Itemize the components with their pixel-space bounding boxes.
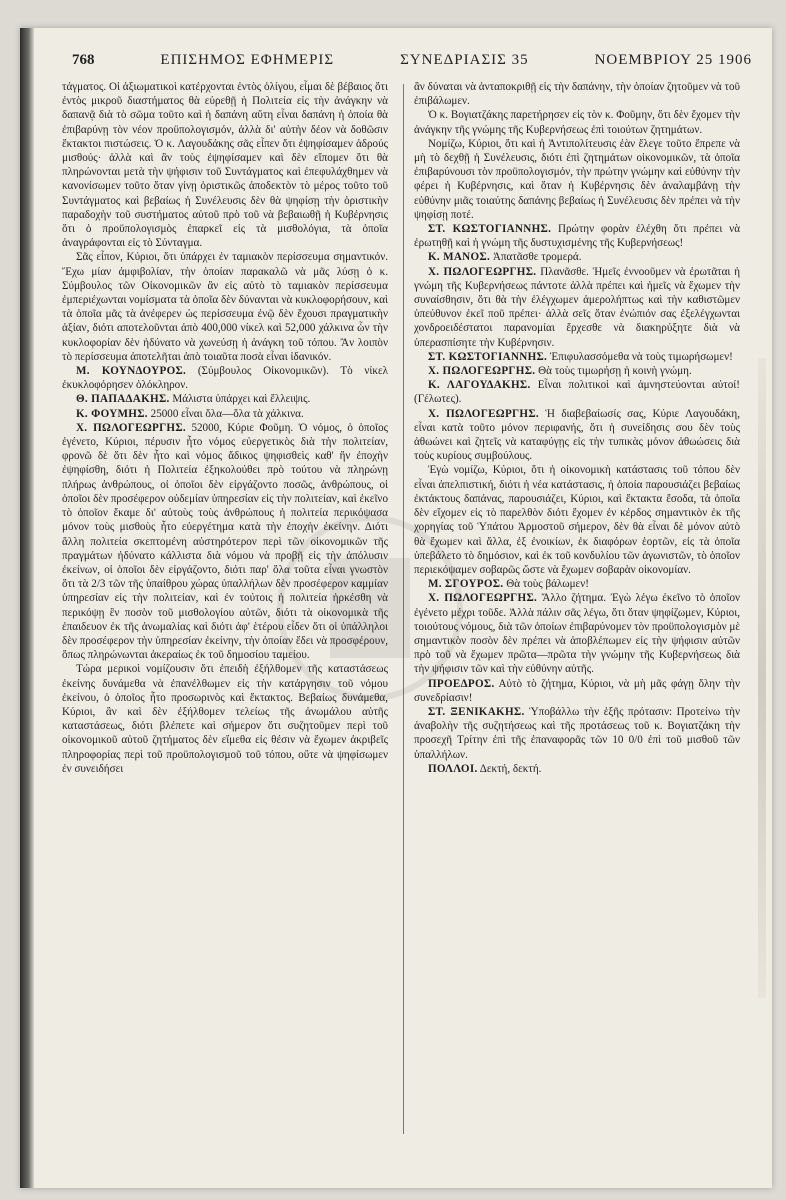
paragraph-text: τάγματος. Οἱ ἀξιωματικοὶ κατέρχονται ἐντὸς ὀλίγου, εἶμαι δὲ βέβαιος ὅτι ἐντὸς μικροῦ διαστήματος θὰ εὑρεθῇ ἡ Πολιτεία εἰς τὴν ἀνάγκην νὰ δαπανᾷ διὰ τὸ σῶμα τοῦτο καὶ ἡ δαπάνη αὕτη εἶναι δαπάνη ἡ ὁποία θὰ ἐπιβαρύνῃ τὸν νέον προϋπολογισμόν, ἀλλὰ δι' αὐτὴν δέον νὰ δοθῶσιν ἔκτακτοι πιστώσεις. Ὁ κ. Λαγουδάκης σᾶς εἶπεν ὅτι ἐψηφίσαμεν ἀδρούς μισθούς· ἀλλὰ καὶ ἂν τοὺς ἐψηφίσαμεν καὶ δὲν εἴπομεν ὅτι θὰ πληρώνονται μετὰ τὴν ψήφισιν τοῦ Συντάγματος καὶ ἐπεφυλάχθημεν νὰ κανονίσωμεν τοῦτο ὅταν γίνῃ ὁριστικῶς ἀποδεκτὸν τὸ μέρος τοῦτο τοῦ Συντάγματος καὶ βεβαίως ἡ Συνέλευσις δὲν θὰ ψηφίσῃ τὴν ὁριστικὴν παραδοχὴν τοῦ συστήματος αὐτοῦ πρὸ τοῦ νὰ βεβαιωθῇ ἡ Κυβέρνησις ὅτι ὁ προϋπολογισμὸς ἐπαρκεῖ εἰς τὰ μισθολόγια, τὰ ὁποῖα ἀναγράφονται εἰς τὸ Σύνταγμα. <box>62 81 388 250</box>
speaker-name: Χ. ΠΩΛΟΓΕΩΡΓΗΣ. <box>428 365 536 378</box>
paragraph <box>414 378 740 406</box>
speaker-name: Χ. ΠΩΛΟΓΕΩΡΓΗΣ. <box>428 265 537 278</box>
paragraph-text: Θὰ τοὺς τιμωρήσῃ ἡ κοινὴ γνώμη. <box>538 365 692 378</box>
paragraph-text: Τώρα μερικοὶ νομίζουσιν ὅτι ἐπειδὴ ἐξήλθομεν τῆς καταστάσεως ἐκείνης δυνάμεθα νὰ ἐπανέλθωμεν εἰς τὴν κατάργησιν τοῦ νόμου ἐκείνου, ὁ ὁποῖος ἦτο προσωρινὸς καὶ ἔκτακτος. Βεβαίως δυνάμεθα, Κύριοι, ἂν καὶ δὲν ἐξήλθομεν τελείως τῆς ἀνωμάλου αὐτῆς καταστάσεως, διότι βλέπετε καὶ σήμερον ὅτι συζητοῦμεν περὶ τοῦ οἰκονομικοῦ αὐτοῦ ζητήματος δὲν εἴμεθα εἰς θέσιν νὰ ἔχωμεν ἀκριβεῖς πληροφορίας περὶ τοῦ προϋπολογισμοῦ τοῦ τόπου, οὔτε νὰ ψηφίσωμεν ἐν συνειδήσει <box>62 663 388 775</box>
session-date: ΝΟΕΜΒΡΙΟΥ 25 1906 <box>594 52 752 68</box>
paragraph-text: 25000 εἶναι ὅλα—ὅλα τὰ χάλκινα. <box>150 407 304 420</box>
speaker-name: Μ. ΣΓΟΥΡΟΣ. <box>428 578 504 591</box>
binding-spine <box>20 28 34 1188</box>
paragraph <box>414 108 740 136</box>
paragraph-text: Νομίζω, Κύριοι, ὅτι καὶ ἡ Ἀντιπολίτευσις ἐὰν ἔλεγε τοῦτο ἔπρεπε νὰ μὴ τὸ δεχθῇ ἡ Συνέλευσις, διότι ἐπὶ ζητημάτων οἰκονομικῶν, τὰ ὁποῖα ἐπιβαρύνουσι τὸν προϋπολογισμόν, τὴν πρώτην γνώμην καὶ εὐθύνην τὴν φέρει ἡ Κυβέρνησις, καὶ ὅταν ἡ Κυβέρνησις δὲν ἀναλαμβάνῃ τὴν εὐθύνην μιᾶς τοιαύτης δαπάνης βεβαίως ἡ Συνέλευσις δὲν πρέπει νὰ τὴν ψηφίσῃ ποτέ. <box>414 137 740 221</box>
session-title: ΣΥΝΕΔΡΙΑΣΙΣ 35 <box>400 52 529 68</box>
paragraph <box>414 250 740 264</box>
right-column <box>414 80 740 1160</box>
paragraph-text: Σᾶς εἶπον, Κύριοι, ὅτι ὑπάρχει ἐν ταμιακὸν περίσσευμα σημαντικόν. Ἔχω μίαν ἀμφιβολίαν, τὴν ὁποίαν παρακαλῶ νὰ μᾶς λύσῃ ὁ κ. Σύμβουλος τῶν Οἰκονομικῶν ἂν εἰς αὐτὸ τὸ ταμιακὸν περίσσευμα ἐμπεριέχωνται νομίσματα τὰ ὁποῖα δὲν δύνανται νὰ κυκλοφορήσουν, καὶ τὰ ὁποῖα μᾶς τὰ ἀνέφερεν ὡς περίσσευμα ἐνῷ δὲν ἔχουσι πραγματικὴν ἀξίαν, διότι αποτελοῦνται ἀπὸ 400,000 νίκελ καὶ 52,000 χάλκινα ὧν τὴν κυκλοφορίαν δὲν ἠδύνατο νὰ χωνεύσῃ ἡ ἀνάγκη τοῦ τόπου. Ἂν λοιπὸν τὸ περίσσευμα ἀποτελῆται ἀπὸ τοιαῦτα ποσὰ εἶναι ἰδανικόν. <box>62 251 388 363</box>
paragraph <box>62 364 388 392</box>
paragraph-text: Πλανᾶσθε. Ἡμεῖς ἐννοοῦμεν νὰ ἐρωτᾶται ἡ γνώμη τῆς Κυβερνήσεως πάντοτε ἀλλὰ πρέπει καὶ ἡμεῖς νὰ ἔχωμεν τὴν συναίσθησιν, ὅτι θὰ τὴν ἐλέγχωμεν ἀμερολήπτως καὶ τὴν καθιστῶμεν ὑπεύθυνον ἐκεῖ ποῦ πρέπει· ἀλλὰ σεῖς ὅταν ἐνώπιόν σας ἐξελέγχωνται χονδροειδέστατοι παρανομίαι ἔρχεσθε νὰ διακηρύξητε διὰ νὰ ὑπερασπίσητε τὴν Κυβέρνησιν. <box>414 265 740 349</box>
speaker-name: ΣΤ. ΚΩΣΤΟΓΙΑΝΝΗΣ. <box>428 223 552 236</box>
gazette-title: ΕΠΙΣΗΜΟΣ ΕΦΗΜΕΡΙΣ <box>160 52 335 68</box>
paragraph-text: ἂν δύναται νὰ ἀνταποκριθῇ εἰς τὴν δαπάνην, τὴν ὁποίαν ζητοῦμεν νὰ τοῦ ἐπιβάλωμεν. <box>414 81 740 108</box>
paragraph <box>414 265 740 350</box>
speaker-name: ΣΤ. ΞΕΝΙΚΑΚΗΣ. <box>428 705 525 718</box>
paragraph <box>414 350 740 364</box>
speaker-name: Χ. ΠΩΛΟΓΕΩΡΓΗΣ. <box>428 592 538 605</box>
column-divider <box>403 84 404 1134</box>
speaker-name: Κ. ΛΑΓΟΥΔΑΚΗΣ. <box>428 379 531 392</box>
speaker-name: Κ. ΦΟΥΜΗΣ. <box>76 407 148 420</box>
paragraph <box>62 80 388 250</box>
paragraph-text: Ἄλλο ζήτημα. Ἐγὼ λέγω ἐκεῖνο τὸ ὁποῖον ἐγένετο μέχρι τοῦδε. Ἀλλὰ πάλιν σᾶς λέγω, ὅτι ὅταν ψηφίζωμεν, Κύριοι, τοιούτους νόμους, διὰ τῶν ὁποίων ἐπιβαρύνομεν τὸν προϋπολογισμὸν μὲ σημαντικὸν ποσὸν δὲν πρέπει νὰ ἀποβλέπωμεν εἰς τὴν ψήφισιν αὐτῶν πρὸ τοῦ νὰ ἔχωμεν πρῶτα—πρῶτα τὴν γνώμην τῆς Κυβερνήσεως διὰ τὴν ψήφισιν τῶν καὶ τὴν εὐθύνην αὐτῆς. <box>414 592 740 676</box>
speaker-name: ΣΤ. ΚΩΣΤΟΓΙΑΝΝΗΣ. <box>428 350 548 363</box>
speaker-name: Χ. ΠΩΛΟΓΕΩΡΓΗΣ. <box>428 407 539 420</box>
paragraph <box>414 705 740 762</box>
paragraph-text: 52000, Κύριε Φοῦμη. Ὁ νόμος, ὁ ὁποῖος ἐγένετο, Κύριοι, πέρυσιν ἦτο νόμος εὐεργετικὸς διὰ τὴν πολιτείαν, φρονῶ δὲ ὅτι δὲν ἦτο καὶ νόμος ἄδικος ψηφισθεὶς καθ' ἣν ἐποχὴν ἐψηφίσθη, διότι ἡ Πολιτεία ἐξηκολούθει πρὸ τούτου νὰ πληρώνῃ πλήρως ἀνθρώπους, οἱ ὁποῖοι δὲν εἰργάζοντο ποσῶς, ἀνθρώπους, οἱ ὁποῖοι δὲν προσέφερον οὐδεμίαν ὑπηρεσίαν εἰς τὴν πολιτείαν, καὶ ἐκεῖνο τὸ ὁποῖον ἔκαμε δι' αὐτοὺς τοὺς ἀνθρώπους ἡ πολιτεία περικόψασα μόνον τοὺς μισθοὺς ἦτο εὐεργέτημα κατὰ τὴν ἐποχὴν ἐκείνην. Διότι ἄλλη πολιτεία σκεπτομένη αὐστηρότερον περὶ τῶν οἰκονομικῶν τῆς πραγμάτων ἠδύνατο κάλλιστα διὰ νόμου νὰ προβῇ εἰς τὴν ἀπόλυσιν ἐκείνων, οἱ ὁποῖοι δὲν εἰργάζοντο, διότι παρ' ὅλα τοῦτα εἶναι γνωστὸν ὅτι τὰ 2/3 τῶν τῆς ὑπαίθρου χώρας ὑπαλλήλων δὲν προσέφερον καμμίαν ὑπηρεσίαν εἰς τὴν πολιτείαν, καὶ ἐν τούτοις ἡ πολιτεία ἠρκέσθη νὰ περικόψῃ ἓν ποσὸν τοῦ μισθολογίου αὐτῶν, διότι τὰ οἰκονομικὰ τῆς ἐπαιδευον ἐκ τῆς ἀνωμαλίας καὶ διότι ἀφ' ἑτέρου εἶδεν ὅτι οἱ ὑπάλληλοι δὲν προσέφερον τὴν ὑπηρεσίαν ἐκείνην, τὴν ὁποίαν ἔδει νὰ προσφέρουν, ὅπως πληρώνωνται ἀκεραίως ἐκ τοῦ δημοσίου ταμείου. <box>62 421 388 662</box>
paragraph <box>414 591 740 676</box>
paragraph <box>414 80 740 108</box>
paragraph <box>62 407 388 421</box>
paragraph-text: Ἐπιφυλασσόμεθα νὰ τοὺς τιμωρήσωμεν! <box>549 350 733 363</box>
paragraph-text: Ἡ διαβεβαίωσίς σας, Κύριε Λαγουδάκη, εἶναι κατὰ τοῦτο μόνον περιφανής, ὅτι ἡ συνείδησις σου δὲν τοὺς ἀθωώνει καὶ ζητεῖς νὰ καταφύγῃς εἰς τὴν τυπικὰς μόνον ἀθωώσεις διὰ τοὺς κυρίους συμβούλους. <box>414 407 740 463</box>
paragraph <box>414 677 740 705</box>
paragraph <box>62 250 388 364</box>
paragraph <box>414 463 740 577</box>
paragraph-text: Ἀπατᾶσθε τρομερά. <box>492 251 582 264</box>
paragraph <box>62 392 388 406</box>
paragraph-text: Μάλιστα ὑπάρχει καὶ ἔλλειψις. <box>172 393 311 406</box>
paragraph <box>414 407 740 464</box>
page-header <box>72 52 752 80</box>
paragraph <box>414 137 740 222</box>
paragraph <box>414 762 740 776</box>
page-number: 768 <box>72 52 95 68</box>
paragraph-text: Αὐτὸ τὸ ζήτημα, Κύριοι, νὰ μὴ μᾶς φάγῃ ὅλην τὴν συνεδρίασιν! <box>414 677 740 704</box>
paragraph-text: Πρώτην φορὰν ἐλέχθη ὅτι πρέπει νὰ ἐρωτηθῇ καὶ ἡ γνώμη τῆς δυστυχισμένης τῆς Κυβερνήσεως! <box>414 223 740 250</box>
speaker-name: ΠΡΟΕΔΡΟΣ. <box>428 677 495 690</box>
paragraph-text: Ὁ κ. Βογιατζάκης παρετήρησεν εἰς τὸν κ. Φοῦμην, ὅτι δὲν ἔχομεν τὴν ἀνάγκην τῆς γνώμης τῆς Κυβερνήσεως ἐπὶ τοιούτων ζητημάτων. <box>414 109 740 136</box>
speaker-name: Θ. ΠΑΠΑΔΑΚΗΣ. <box>76 393 170 406</box>
speaker-name: ΠΟΛΛΟΙ. <box>428 762 478 775</box>
paragraph-text: Ἐγὼ νομίζω, Κύριοι, ὅτι ἡ οἰκονομικὴ κατάστασις τοῦ τόπου δὲν εἶναι ἀπελπιστική, διότι ἡ νέα κατάστασις, ἡ ὁποία παρουσιάζει βεβαίως ἐκτάκτους δαπάνας, παρουσιάζει, Κύριοι, καὶ ἔκτακτα ἔσοδα, τὰ ὁποῖα δὲν εἴχομεν εἰς τὸ παρελθὸν διότι ἔχομεν ἐν κέρδος σημαντικὸν ἐκ τῆς χορηγίας τοῦ Ὑπάτου Ἁρμοστοῦ σήμερον, δὲν θὰ εἶναι δὲ μόνον αὐτὸ θὰ ἔχωμεν καὶ ἄλλα, ἐξ ἐνοικίων, ἐκ διαφόρων ἑορτῶν, εἰς τὰ ὁποῖα ὑπεβάλετο τὸ δημόσιον, καὶ ἐκ τοῦ κονδυλίου τῶν ἀγωνιστῶν, τὸ ὁποῖον περιεκόψαμεν σοβαρῶς ὥστε νὰ ἔχωμεν σοβαρὰν οἰκονομίαν. <box>414 464 740 576</box>
paragraph-text: Δεκτή, δεκτή. <box>479 762 542 775</box>
paragraph-text: Ὑποβάλλω τὴν ἑξῆς πρότασιν: Προτείνω τὴν ἀναβολὴν τῆς συζητήσεως καὶ τῆς προτάσεως τοῦ κ. Βογιατζάκη τὴν προσεχῆ Τρίτην ἐπὶ τῆς ἐπαναφορᾶς τῶν 10 0/0 ἐπὶ τοῦ μισθοῦ τῶν ὑπαλλήλων. <box>414 705 740 761</box>
speaker-name: Κ. ΜΑΝΟΣ. <box>428 251 491 264</box>
page-edge-stain <box>758 358 766 998</box>
paragraph-text: (Σύμβουλος Οἰκονομικῶν). Τὸ νίκελ ἐκυκλοφόρησεν ὁλόκληρον. <box>62 365 388 392</box>
paragraph <box>62 662 388 776</box>
paragraph-text: Εἶναι πολιτικοὶ καὶ ἀμνηστεύονται αὐτοί! (Γέλωτες). <box>414 379 740 406</box>
paragraph <box>414 364 740 378</box>
speaker-name: Μ. ΚΟΥΝΔΟΥΡΟΣ. <box>76 365 187 378</box>
paragraph <box>414 222 740 250</box>
speaker-name: Χ. ΠΩΛΟΓΕΩΡΓΗΣ. <box>76 421 186 434</box>
paragraph <box>414 577 740 591</box>
gazette-page <box>20 28 772 1188</box>
paragraph <box>62 421 388 662</box>
paragraph-text: Θὰ τοὺς βάλωμεν! <box>506 578 589 591</box>
left-column <box>62 80 388 1160</box>
